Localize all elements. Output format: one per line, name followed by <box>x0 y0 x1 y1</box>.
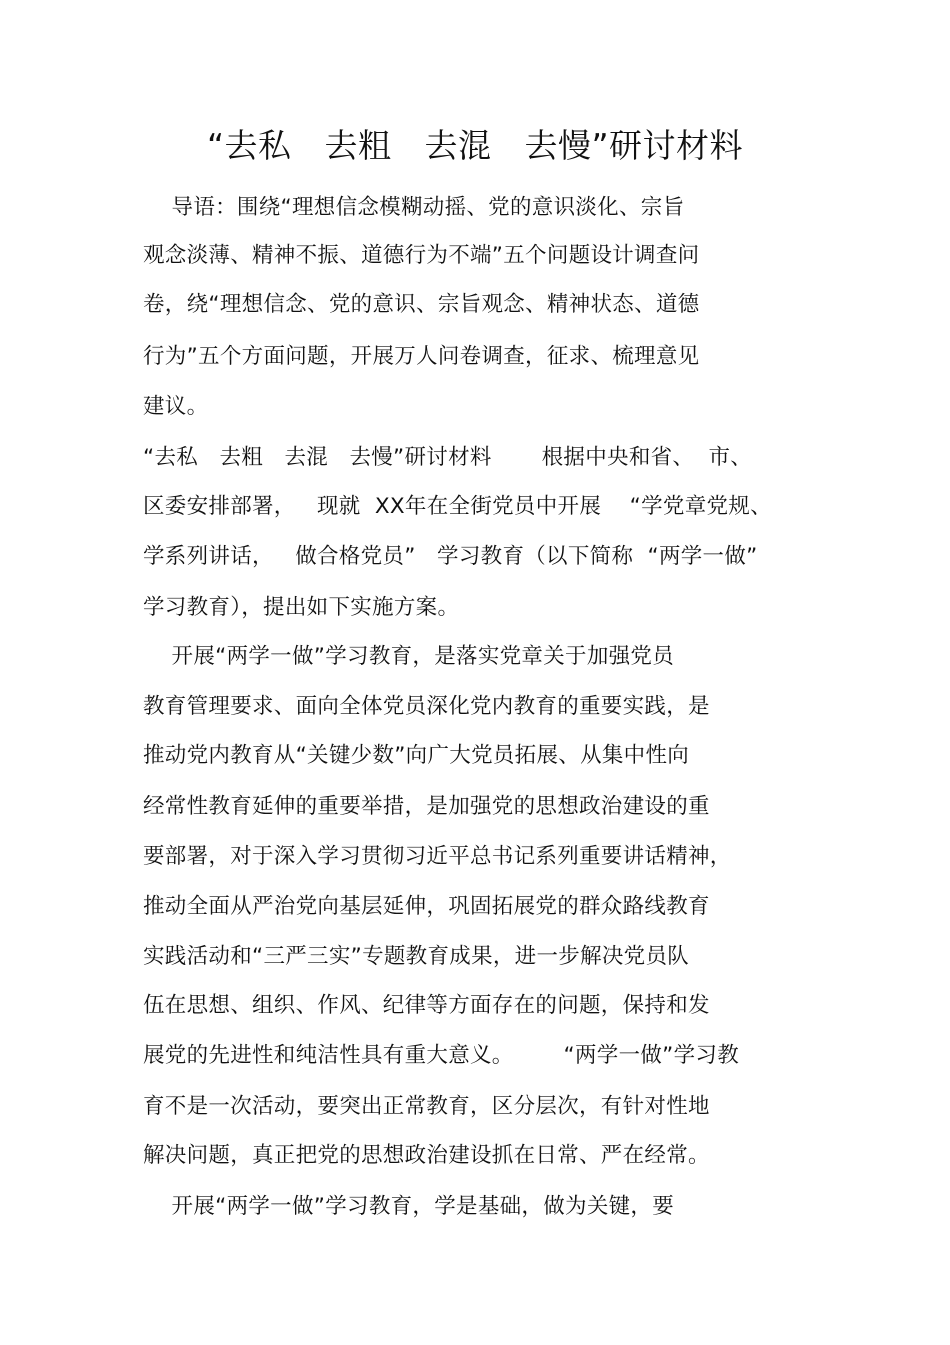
body-line: 卷，绕“理想信念、党的意识、宗旨观念、精神状态、道德 <box>143 292 700 317</box>
document-title: “去私 去粗 去混 去慢”研讨材料 <box>206 126 744 165</box>
body-line: 推动全面从严治党向基层延伸，巩固拓展党的群众路线教育 <box>143 894 710 919</box>
body-line: 学习教育），提出如下实施方案。 <box>143 595 460 620</box>
body-line: 教育管理要求、面向全体党员深化党内教育的重要实践，是 <box>143 694 710 719</box>
body-line: 育不是一次活动，要突出正常教育，区分层次，有针对性地 <box>143 1094 710 1119</box>
body-line: 解决问题，真正把党的思想政治建设抓在日常、严在经常。 <box>143 1143 710 1168</box>
body-line: 学系列讲话， 做合格党员” 学习教育（以下简称 “两学一做” <box>143 544 758 569</box>
body-line: 展党的先进性和纯洁性具有重大意义。 “两学一做”学习教 <box>143 1043 740 1068</box>
body-line: 要部署，对于深入学习贯彻习近平总书记系列重要讲话精神， <box>143 844 732 869</box>
body-line: 推动党内教育从“关键少数”向广大党员拓展、从集中性向 <box>143 743 690 768</box>
body-line: 行为”五个方面问题，开展万人问卷调查，征求、梳理意见 <box>143 344 700 369</box>
body-line: 开展“两学一做”学习教育，是落实党章关于加强党员 <box>143 644 675 669</box>
body-line: 经常性教育延伸的重要举措，是加强党的思想政治建设的重 <box>143 794 710 819</box>
body-line: 实践活动和“三严三实”专题教育成果，进一步解决党员队 <box>143 944 690 969</box>
body-line: 开展“两学一做”学习教育，学是基础，做为关键，要 <box>143 1194 675 1219</box>
body-line: “去私 去粗 去混 去慢”研讨材料 根据中央和省、 市、 <box>143 445 753 470</box>
body-line: 区委安排部署， 现就 XX年在全街党员中开展 “学党章党规、 <box>143 494 772 519</box>
body-line: 伍在思想、组织、作风、纪律等方面存在的问题，保持和发 <box>143 993 710 1018</box>
body-line: 观念淡薄、精神不振、道德行为不端”五个问题设计调查问 <box>143 243 700 268</box>
body-line: 导语：围绕“理想信念模糊动摇、党的意识淡化、宗旨 <box>143 195 685 220</box>
body-line: 建议。 <box>143 394 209 419</box>
